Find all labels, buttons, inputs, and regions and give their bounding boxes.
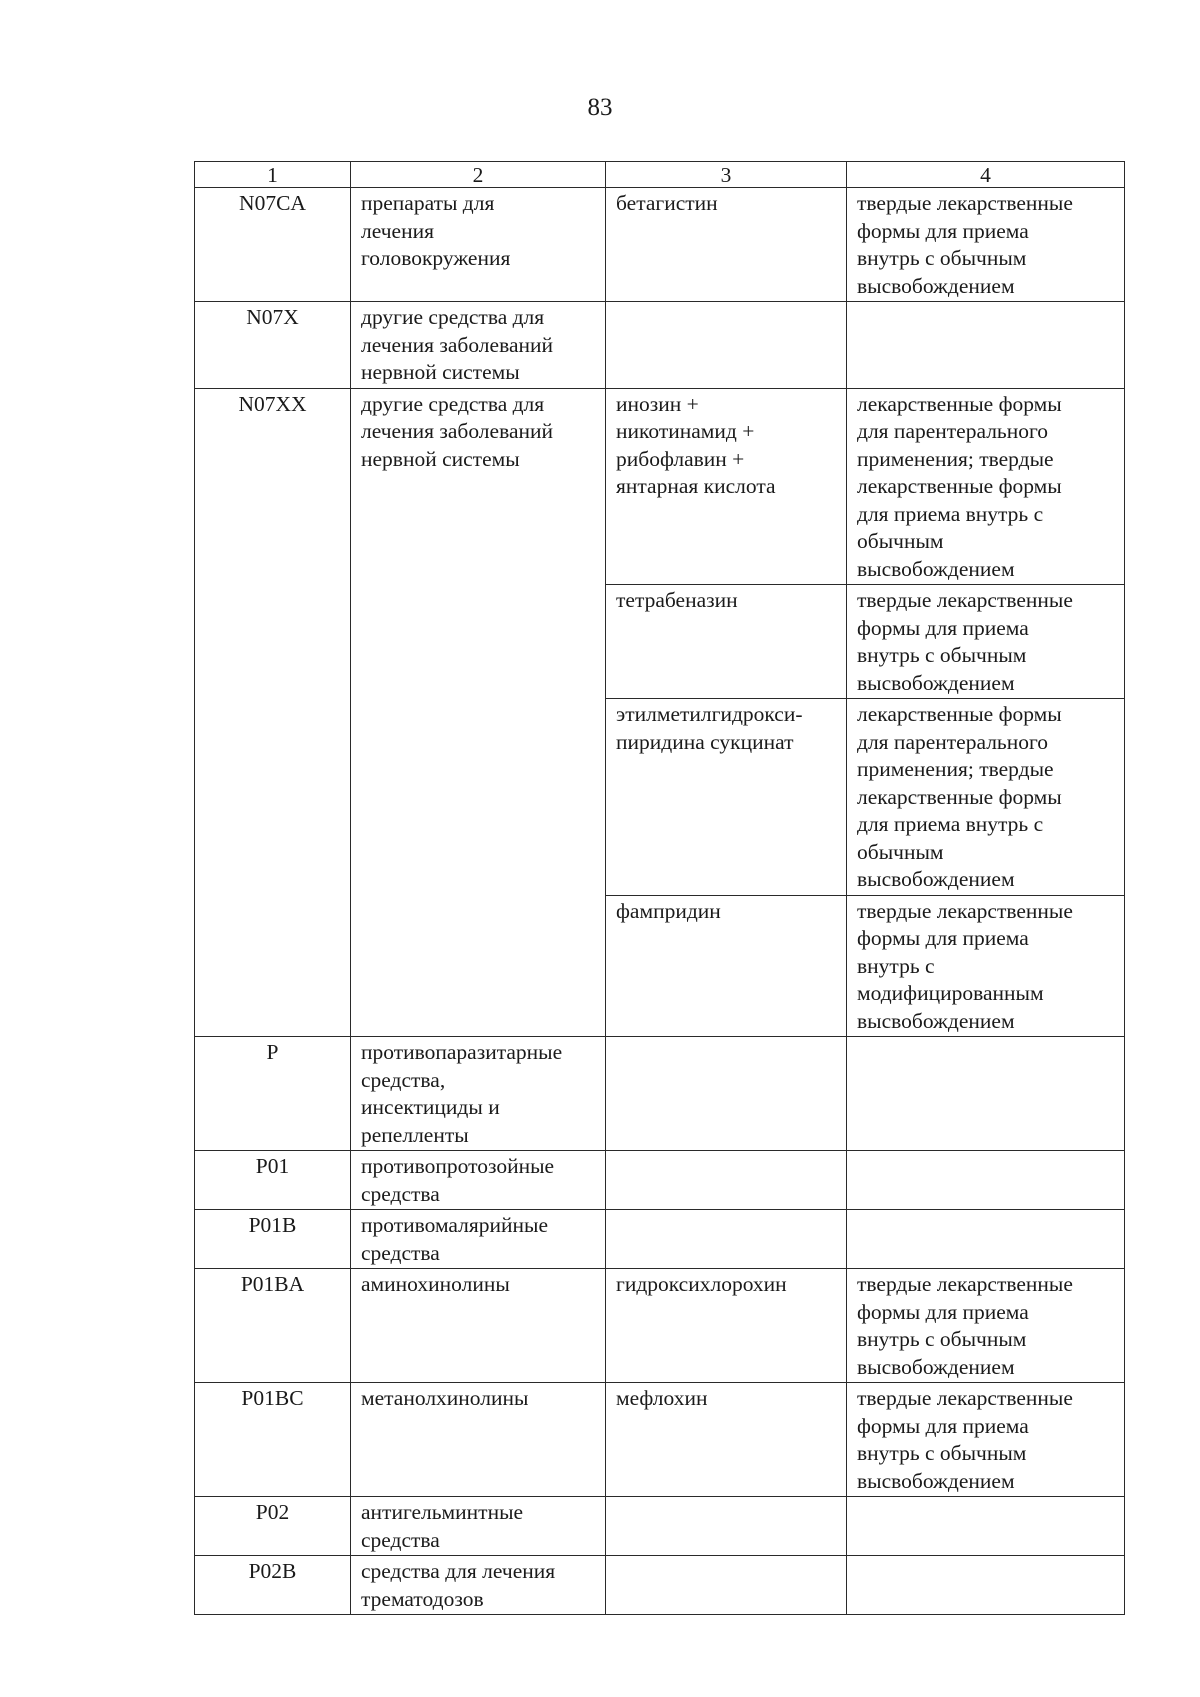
dosage-form-cell xyxy=(847,1556,1125,1615)
atc-code-cell: P01B xyxy=(195,1210,351,1269)
table-row xyxy=(195,388,1125,585)
dosage-form-cell: твердые лекарственные формы для приема внутрь с обычным высвобождением xyxy=(847,188,1125,302)
drug-name-cell xyxy=(606,1210,847,1269)
column-header: 4 xyxy=(847,162,1125,188)
drug-name-cell: бетагистин xyxy=(606,188,847,302)
drug-name-cell xyxy=(606,1497,847,1556)
group-name-cell: аминохинолины xyxy=(351,1269,606,1383)
column-header: 3 xyxy=(606,162,847,188)
group-name-cell: метанолхинолины xyxy=(351,1383,606,1497)
dosage-form-cell: лекарственные формы для парентерального применения; твердые лекарственные формы для приема внутрь с обычным высвобождением xyxy=(847,699,1125,896)
table-row xyxy=(195,1269,1125,1383)
group-name-cell: противопротозойные средства xyxy=(351,1151,606,1210)
table-body xyxy=(195,162,1125,1615)
page-number: 83 xyxy=(587,94,613,121)
atc-code-cell: P xyxy=(195,1037,351,1151)
table-row xyxy=(195,1210,1125,1269)
atc-code-cell: P01BC xyxy=(195,1383,351,1497)
drug-name-cell xyxy=(606,1556,847,1615)
dosage-form-cell xyxy=(847,302,1125,389)
group-name-cell: другие средства для лечения заболеваний нервной системы xyxy=(351,388,606,1037)
group-name-cell: противопаразитарные средства, инсектициды и репелленты xyxy=(351,1037,606,1151)
group-name-cell: другие средства для лечения заболеваний нервной системы xyxy=(351,302,606,389)
drug-name-cell xyxy=(606,1151,847,1210)
drug-name-cell: этилметилгидрокси- пиридина сукцинат xyxy=(606,699,847,896)
drug-name-cell xyxy=(606,302,847,389)
group-name-cell: препараты для лечения головокружения xyxy=(351,188,606,302)
drug-name-cell: мефлохин xyxy=(606,1383,847,1497)
atc-code-cell: N07XX xyxy=(195,388,351,1037)
drug-name-cell: гидроксихлорохин xyxy=(606,1269,847,1383)
table-row xyxy=(195,1497,1125,1556)
table-row xyxy=(195,1556,1125,1615)
table-row xyxy=(195,1037,1125,1151)
drug-name-cell xyxy=(606,1037,847,1151)
dosage-form-cell: твердые лекарственные формы для приема внутрь с модифицированным высвобождением xyxy=(847,895,1125,1037)
atc-code-cell: P02 xyxy=(195,1497,351,1556)
table-header-row xyxy=(195,162,1125,188)
atc-code-cell: P01BA xyxy=(195,1269,351,1383)
dosage-form-cell: лекарственные формы для парентерального применения; твердые лекарственные формы для приема внутрь с обычным высвобождением xyxy=(847,388,1125,585)
dosage-form-cell: твердые лекарственные формы для приема внутрь с обычным высвобождением xyxy=(847,1383,1125,1497)
group-name-cell: противомалярийные средства xyxy=(351,1210,606,1269)
dosage-form-cell xyxy=(847,1210,1125,1269)
drug-table xyxy=(194,161,1125,1615)
dosage-form-cell xyxy=(847,1151,1125,1210)
table-row xyxy=(195,1151,1125,1210)
dosage-form-cell xyxy=(847,1037,1125,1151)
drug-name-cell: инозин + никотинамид + рибофлавин + янтарная кислота xyxy=(606,388,847,585)
group-name-cell: антигельминтные средства xyxy=(351,1497,606,1556)
drug-name-cell: тетрабеназин xyxy=(606,585,847,699)
dosage-form-cell: твердые лекарственные формы для приема внутрь с обычным высвобождением xyxy=(847,1269,1125,1383)
dosage-form-cell xyxy=(847,1497,1125,1556)
table-row xyxy=(195,188,1125,302)
dosage-form-cell: твердые лекарственные формы для приема внутрь с обычным высвобождением xyxy=(847,585,1125,699)
table-row xyxy=(195,302,1125,389)
atc-code-cell: P02B xyxy=(195,1556,351,1615)
atc-code-cell: N07X xyxy=(195,302,351,389)
atc-code-cell: N07CA xyxy=(195,188,351,302)
column-header: 2 xyxy=(351,162,606,188)
table-row xyxy=(195,1383,1125,1497)
group-name-cell: средства для лечения трематодозов xyxy=(351,1556,606,1615)
drug-name-cell: фампридин xyxy=(606,895,847,1037)
column-header: 1 xyxy=(195,162,351,188)
atc-code-cell: P01 xyxy=(195,1151,351,1210)
